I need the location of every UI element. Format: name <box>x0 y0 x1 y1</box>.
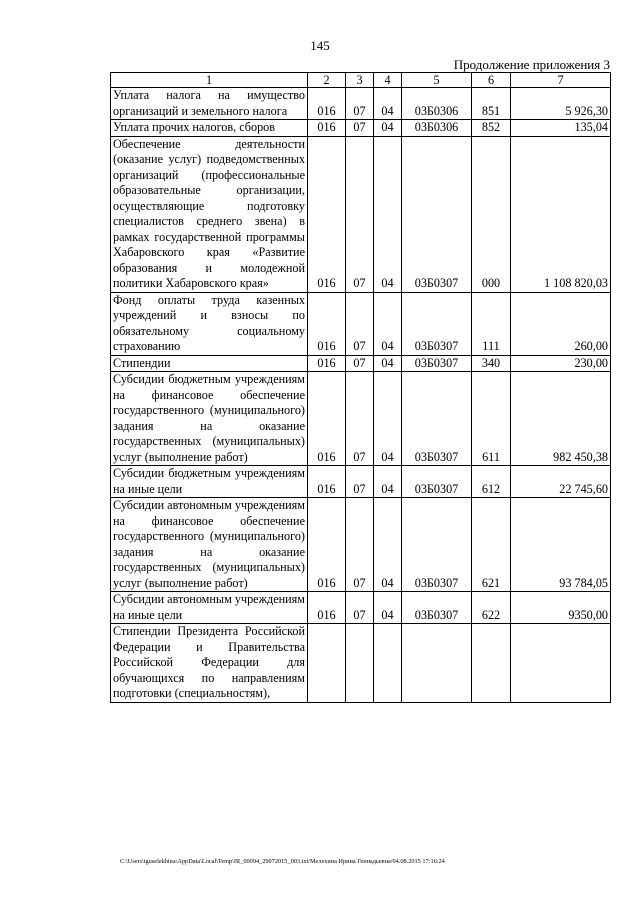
row-name: Уплата налога на имущество организаций и земельного налога <box>111 88 308 120</box>
row-c5: 03Б0306 <box>402 120 472 137</box>
row-name: Стипендии <box>111 355 308 372</box>
table-row <box>111 498 611 592</box>
row-c6: 622 <box>472 592 511 624</box>
row-c6: 611 <box>472 372 511 466</box>
row-c2: 016 <box>308 592 346 624</box>
row-c6: 340 <box>472 355 511 372</box>
row-name: Субсидии автономным учреждениям на иные цели <box>111 592 308 624</box>
row-c4: 04 <box>374 372 402 466</box>
row-c4: 04 <box>374 355 402 372</box>
row-c3: 07 <box>346 498 374 592</box>
table-row <box>111 136 611 292</box>
row-c7: 93 784,05 <box>511 498 611 592</box>
row-c2: 016 <box>308 292 346 355</box>
row-c2: 016 <box>308 88 346 120</box>
row-c3: 07 <box>346 120 374 137</box>
row-c7: 982 450,38 <box>511 372 611 466</box>
row-c6: 851 <box>472 88 511 120</box>
row-c5 <box>402 624 472 703</box>
row-c6: 852 <box>472 120 511 137</box>
table-row <box>111 88 611 120</box>
row-c5: 03Б0307 <box>402 466 472 498</box>
row-c4: 04 <box>374 466 402 498</box>
row-name: Субсидии автономным учреждениям на финансовое обеспечение государственного (муниципального) задания на оказание государственных (муниципальных) услуг (выполнение работ) <box>111 498 308 592</box>
row-name: Обеспечение деятельности (оказание услуг) подведомственных организаций (профессиональные образовательные организации, осуществляющие подготовку специалистов среднего звена) в рамках государственной программы Хабаровского края «Развитие образования и молодежной политики Хабаровского края» <box>111 136 308 292</box>
header-cell: 5 <box>402 73 472 88</box>
row-c3: 07 <box>346 88 374 120</box>
row-c2: 016 <box>308 136 346 292</box>
row-c3: 07 <box>346 466 374 498</box>
row-c5: 03Б0306 <box>402 88 472 120</box>
table-header-row <box>111 73 611 88</box>
header-cell: 3 <box>346 73 374 88</box>
row-c5: 03Б0307 <box>402 372 472 466</box>
header-cell: 7 <box>511 73 611 88</box>
row-c7: 260,00 <box>511 292 611 355</box>
row-c7: 230,00 <box>511 355 611 372</box>
row-name: Стипендии Президента Российской Федерации и Правительства Российской Федерации для обучающихся по направлениям подготовки (специальностям), <box>111 624 308 703</box>
row-c2: 016 <box>308 355 346 372</box>
table-row <box>111 372 611 466</box>
header-cell: 6 <box>472 73 511 88</box>
header-cell: 1 <box>111 73 308 88</box>
row-c6: 111 <box>472 292 511 355</box>
row-c4: 04 <box>374 120 402 137</box>
table-row <box>111 466 611 498</box>
budget-table <box>110 72 611 703</box>
table-row <box>111 355 611 372</box>
table-row <box>111 624 611 703</box>
row-c7 <box>511 624 611 703</box>
continuation-label: Продолжение приложения 3 <box>453 57 610 72</box>
row-c6 <box>472 624 511 703</box>
row-c4: 04 <box>374 136 402 292</box>
row-c5: 03Б0307 <box>402 592 472 624</box>
row-c7: 9350,00 <box>511 592 611 624</box>
row-c4: 04 <box>374 592 402 624</box>
row-c4: 04 <box>374 498 402 592</box>
row-c7: 5 926,30 <box>511 88 611 120</box>
row-c5: 03Б0307 <box>402 292 472 355</box>
row-c3: 07 <box>346 136 374 292</box>
row-c6: 612 <box>472 466 511 498</box>
row-c2: 016 <box>308 120 346 137</box>
row-c2 <box>308 624 346 703</box>
row-name: Субсидии бюджетным учреждениям на иные цели <box>111 466 308 498</box>
row-c3: 07 <box>346 292 374 355</box>
row-c5: 03Б0307 <box>402 355 472 372</box>
row-c7: 22 745,60 <box>511 466 611 498</box>
row-c4: 04 <box>374 292 402 355</box>
row-c5: 03Б0307 <box>402 136 472 292</box>
table-row <box>111 592 611 624</box>
row-c3: 07 <box>346 355 374 372</box>
row-c2: 016 <box>308 498 346 592</box>
page-number: 145 <box>310 38 330 53</box>
row-c3 <box>346 624 374 703</box>
row-name: Субсидии бюджетным учреждениям на финансовое обеспечение государственного (муниципального) задания на оказание государственных (муниципальных) услуг (выполнение работ) <box>111 372 308 466</box>
row-c6: 000 <box>472 136 511 292</box>
row-c5: 03Б0307 <box>402 498 472 592</box>
table-row <box>111 120 611 137</box>
row-c7: 1 108 820,03 <box>511 136 611 292</box>
footer-file-path: C:\Users\iguselekhina\AppData\Local\Temp\IR_00094_29072015_003.txt/Мелехина Ирина Геннадьевна/04.08.2015 17:16:24 <box>120 858 445 865</box>
row-name: Уплата прочих налогов, сборов <box>111 120 308 137</box>
row-name: Фонд оплаты труда казенных учреждений и взносы по обязательному социальному страхованию <box>111 292 308 355</box>
row-c3: 07 <box>346 592 374 624</box>
row-c4 <box>374 624 402 703</box>
header-cell: 4 <box>374 73 402 88</box>
row-c3: 07 <box>346 372 374 466</box>
row-c6: 621 <box>472 498 511 592</box>
header-cell: 2 <box>308 73 346 88</box>
row-c7: 135,04 <box>511 120 611 137</box>
row-c4: 04 <box>374 88 402 120</box>
row-c2: 016 <box>308 466 346 498</box>
table-row <box>111 292 611 355</box>
row-c2: 016 <box>308 372 346 466</box>
